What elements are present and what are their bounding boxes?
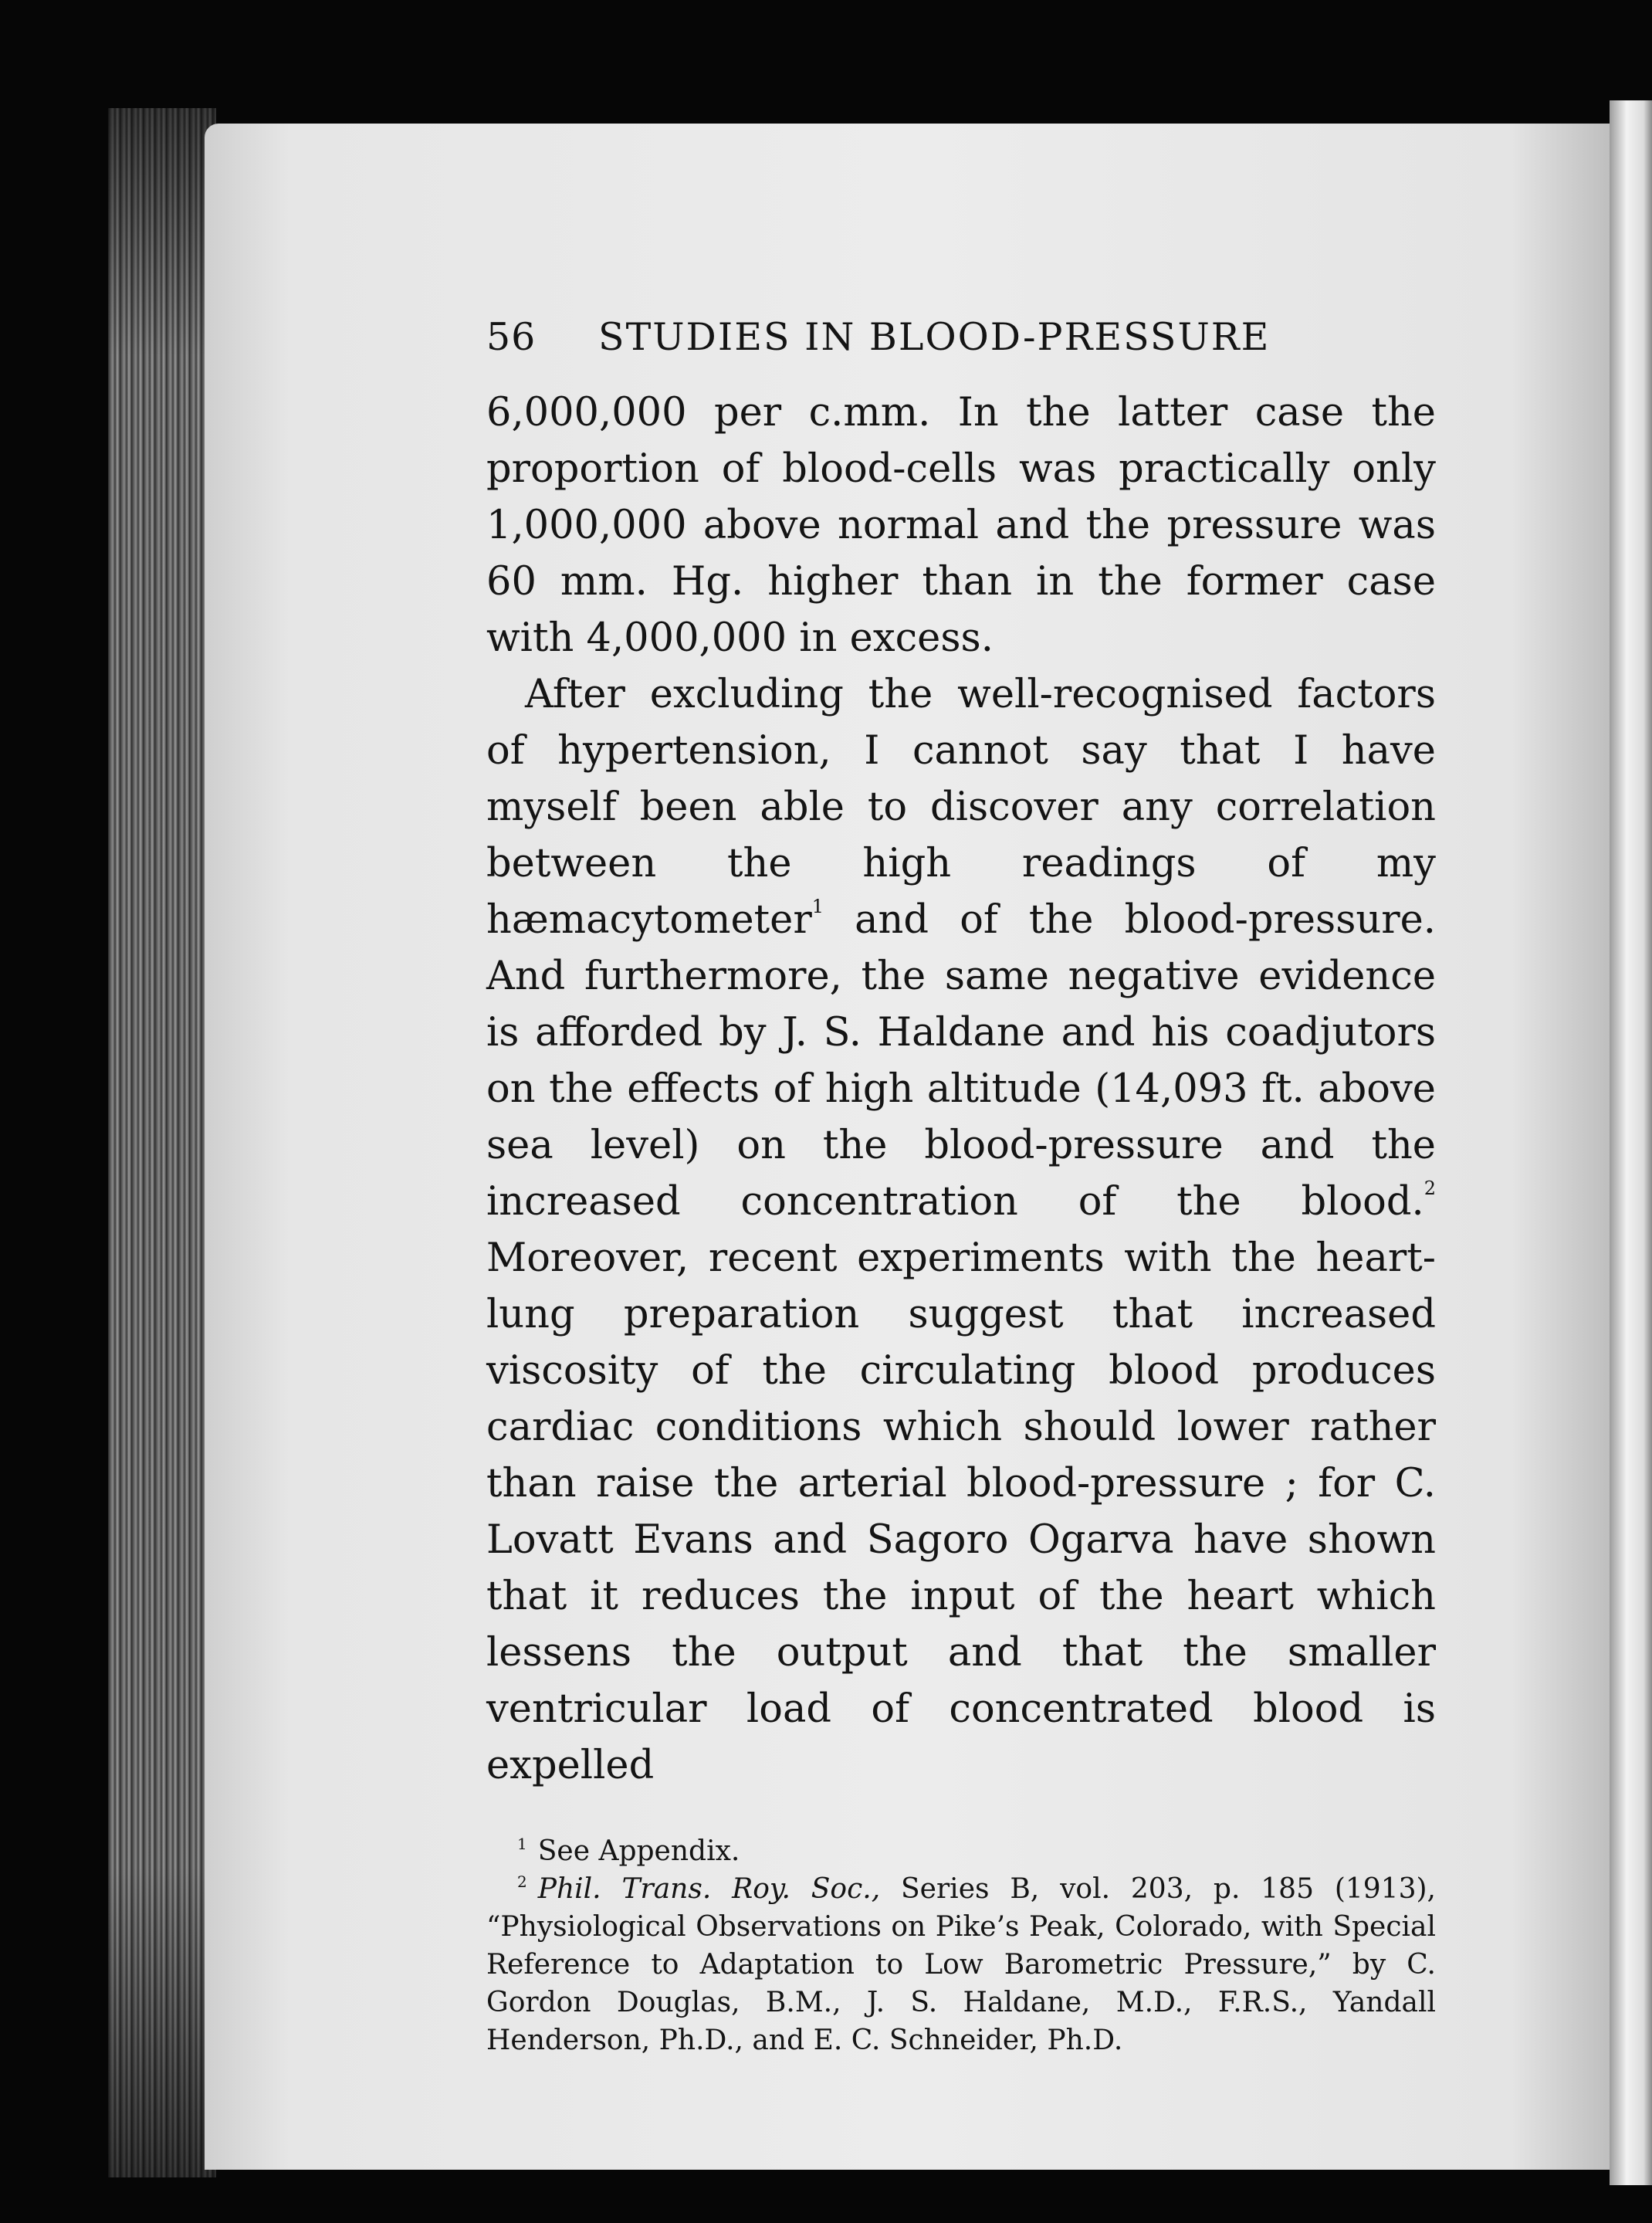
paragraph-1: 6,000,000 per c.mm. In the latter case the proportion of blood-cells was practically only 1,000,000 above normal and the pressure was 60 mm. Hg. higher than in the former case with 4,000,000 in excess. — [486, 390, 1436, 661]
footnote-2 — [486, 1870, 1436, 2059]
page-edge-shadow — [108, 108, 216, 2177]
footnote-ref-2: 2 — [1423, 1178, 1436, 1199]
running-title: STUDIES IN BLOOD-PRESSURE — [598, 315, 1271, 359]
text-block — [486, 315, 1436, 2059]
running-head — [486, 315, 1436, 385]
paragraph-2-part-c: Moreover, recent experiments with the heart-lung preparation suggest that increased viscosity of the circulating blood produces cardiac conditions which should lower rather than raise the arterial blood-pressure ; for C. Lovatt Evans and Sagoro Ogarva have shown that it reduces the input of the heart which lessens the output and that the smaller ventricular load of concentrated blood is expelled — [486, 1235, 1436, 1788]
facing-page-edge — [1610, 100, 1652, 2185]
footnote-1-text: See Appendix. — [537, 1835, 740, 1867]
paragraph-2-part-b: and of the blood-pressure. And furthermore, the same negative evidence is afforded by J. S. Haldane and his coadjutors on the effects of high altitude (14,093 ft. above sea level) on the blood-pressure and the increased concentration of the blood. — [486, 897, 1436, 1225]
paragraph-2-part-a: After excluding the well-recognised factors of hypertension, I cannot say that I have myself been able to discover any correlation between the high readings of my hæmacytometer — [486, 672, 1436, 943]
paragraph-2 — [486, 666, 1436, 1794]
body-text — [486, 385, 1436, 1794]
footnote-1 — [486, 1832, 1436, 1870]
footnote-1-mark: 1 — [517, 1835, 527, 1853]
page-number: 56 — [486, 315, 537, 359]
footnote-2-text: Series B, vol. 203, p. 185 (1913), “Physiological Observations on Pike’s Peak, Colorado, with Special Reference to Adaptation to Low Barometric Pressure,” by C. Gordon Douglas, B.M., J. S. Haldane, M.D., F.R.S., Yandall Henderson, Ph.D., and E. C. Schneider, Ph.D. — [486, 1873, 1436, 2056]
footnote-ref-1: 1 — [811, 896, 824, 917]
footnotes — [486, 1832, 1436, 2059]
footnote-2-source: Phil. Trans. Roy. Soc., — [537, 1873, 881, 1905]
footnote-2-mark: 2 — [517, 1872, 527, 1891]
